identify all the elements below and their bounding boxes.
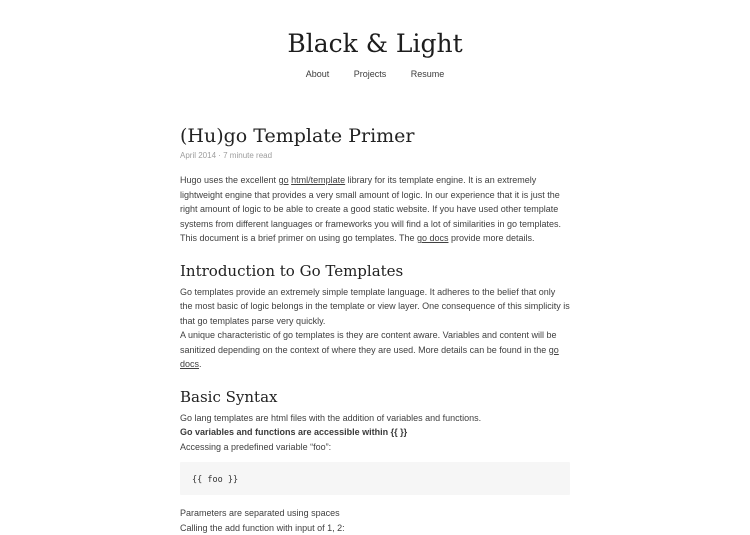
text-run: A unique characteristic of go templates is they are content aware. Variables and content will be sanitized depending on the context of where they are used. More details can be found in the — [180, 330, 557, 355]
link-go-docs-2[interactable]: go docs — [180, 345, 559, 370]
text-run: provide more details. — [448, 233, 534, 243]
paragraph-simple-language: Go templates provide an extremely simple template language. It adheres to the belief that only the most basic of logic belongs in the template or view layer. One consequence of this simplicity is that go templates parse very quickly. — [180, 285, 570, 329]
nav-item-about[interactable]: About — [306, 69, 330, 79]
section-heading-basic-syntax: Basic Syntax — [180, 388, 570, 406]
paragraph-intro — [180, 173, 570, 246]
article-meta: April 2014 · 7 minute read — [180, 151, 570, 160]
article-title: (Hu)go Template Primer — [180, 124, 570, 148]
paragraph-variables-accessible: Go variables and functions are accessible within {{ }} — [180, 425, 570, 440]
code-text: {{ foo }} — [192, 475, 238, 485]
link-html-template[interactable]: html/template — [291, 175, 345, 185]
link-go-docs[interactable]: go docs — [417, 233, 449, 243]
nav-item-resume[interactable]: Resume — [411, 69, 445, 79]
paragraph-calling-add: Calling the add function with input of 1, 2: — [180, 521, 570, 535]
site-title-link[interactable]: Black & Light — [287, 29, 462, 58]
paragraph-accessing-foo: Accessing a predefined variable “foo”: — [180, 440, 570, 455]
site-header — [0, 0, 750, 82]
paragraph-content-aware — [180, 328, 570, 372]
article — [180, 124, 570, 535]
text-run: library for its template engine. It is an extremely lightweight engine that provides a very small amount of logic. In our experience that it is just the right amount of logic to be able to create a good static website. If you have used other template systems from different languages or frameworks you will find a lot of similarities in go templates. This document is a brief primer on using go templates. The — [180, 175, 561, 243]
link-go[interactable]: go — [279, 175, 289, 185]
text-run: Hugo uses the excellent — [180, 175, 279, 185]
text-run: . — [199, 359, 202, 369]
paragraph-parameters-spaces: Parameters are separated using spaces — [180, 506, 570, 521]
section-heading-introduction: Introduction to Go Templates — [180, 262, 570, 280]
site-nav — [0, 64, 750, 82]
code-block-foo — [180, 462, 570, 495]
nav-item-projects[interactable]: Projects — [354, 69, 387, 79]
paragraph-go-lang-templates: Go lang templates are html files with the addition of variables and functions. — [180, 411, 570, 426]
